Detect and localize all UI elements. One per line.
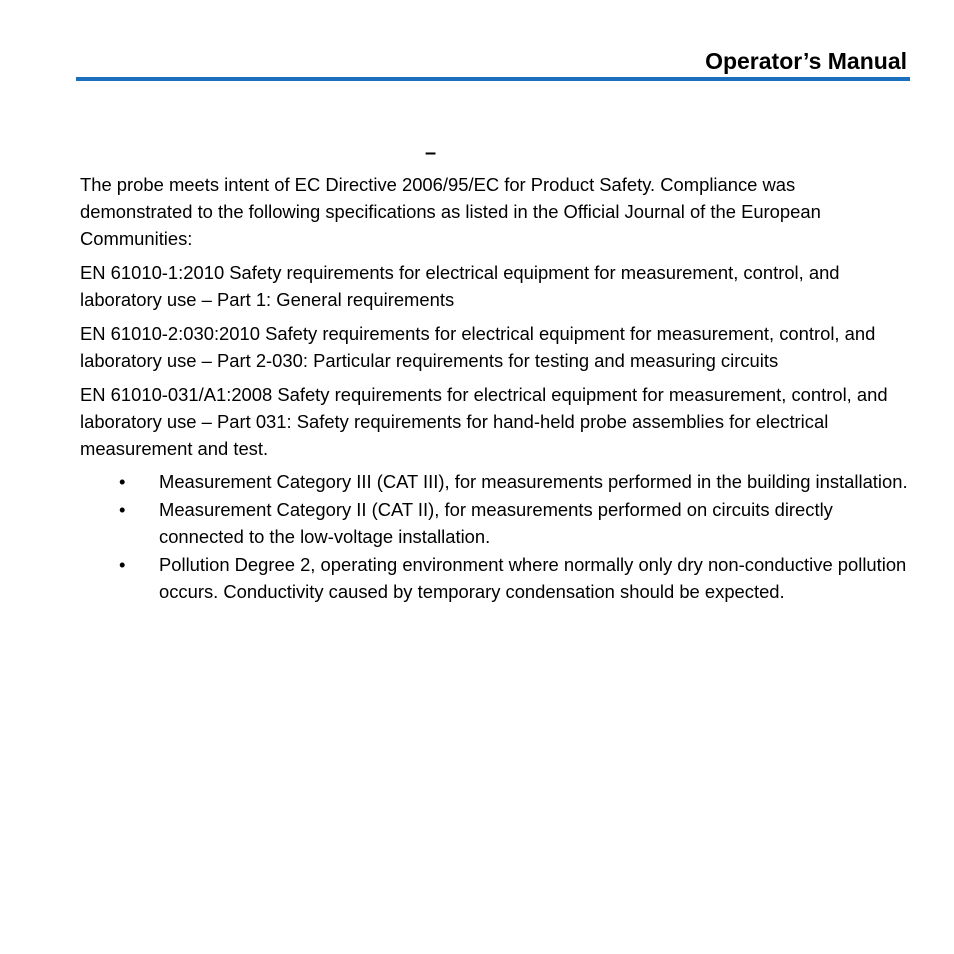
bullet-icon: • <box>119 499 126 520</box>
standard-paragraph-61010-1: EN 61010-1:2010 Safety requirements for electrical equipment for measurement, control, and laboratory use – Part 1: General requirements <box>80 262 840 310</box>
page-header-title: Operator’s Manual <box>705 48 907 74</box>
bullet-icon: • <box>119 471 126 492</box>
standard-paragraph-61010-2-030: EN 61010-2:030:2010 Safety requirements for electrical equipment for measurement, control, and laboratory use – Part 2-030: Particular requirements for testing and measuring circuits <box>80 323 876 371</box>
header-divider <box>76 77 910 81</box>
list-item-text: Pollution Degree 2, operating environment where normally only dry non-conductive pollution occurs. Conductivity caused by temporary condensation should be expected. <box>159 554 907 602</box>
section-heading: – <box>425 142 437 164</box>
bullet-list <box>80 468 910 605</box>
document-body <box>80 171 910 606</box>
list-item <box>80 551 910 605</box>
list-item-text: Measurement Category II (CAT II), for measurements performed on circuits directly connected to the low-voltage installation. <box>159 499 833 547</box>
intro-paragraph: The probe meets intent of EC Directive 2006/95/EC for Product Safety. Compliance was demonstrated to the following specifications as listed in the Official Journal of the European Communities: <box>80 174 821 249</box>
bullet-icon: • <box>119 554 126 575</box>
list-item <box>80 468 910 495</box>
standard-paragraph-61010-031: EN 61010-031/A1:2008 Safety requirements for electrical equipment for measurement, control, and laboratory use – Part 031: Safety requirements for hand-held probe assemblies for electrical measurement and test. <box>80 384 888 459</box>
list-item <box>80 496 910 550</box>
list-item-text: Measurement Category III (CAT III), for measurements performed in the building installation. <box>159 471 908 492</box>
